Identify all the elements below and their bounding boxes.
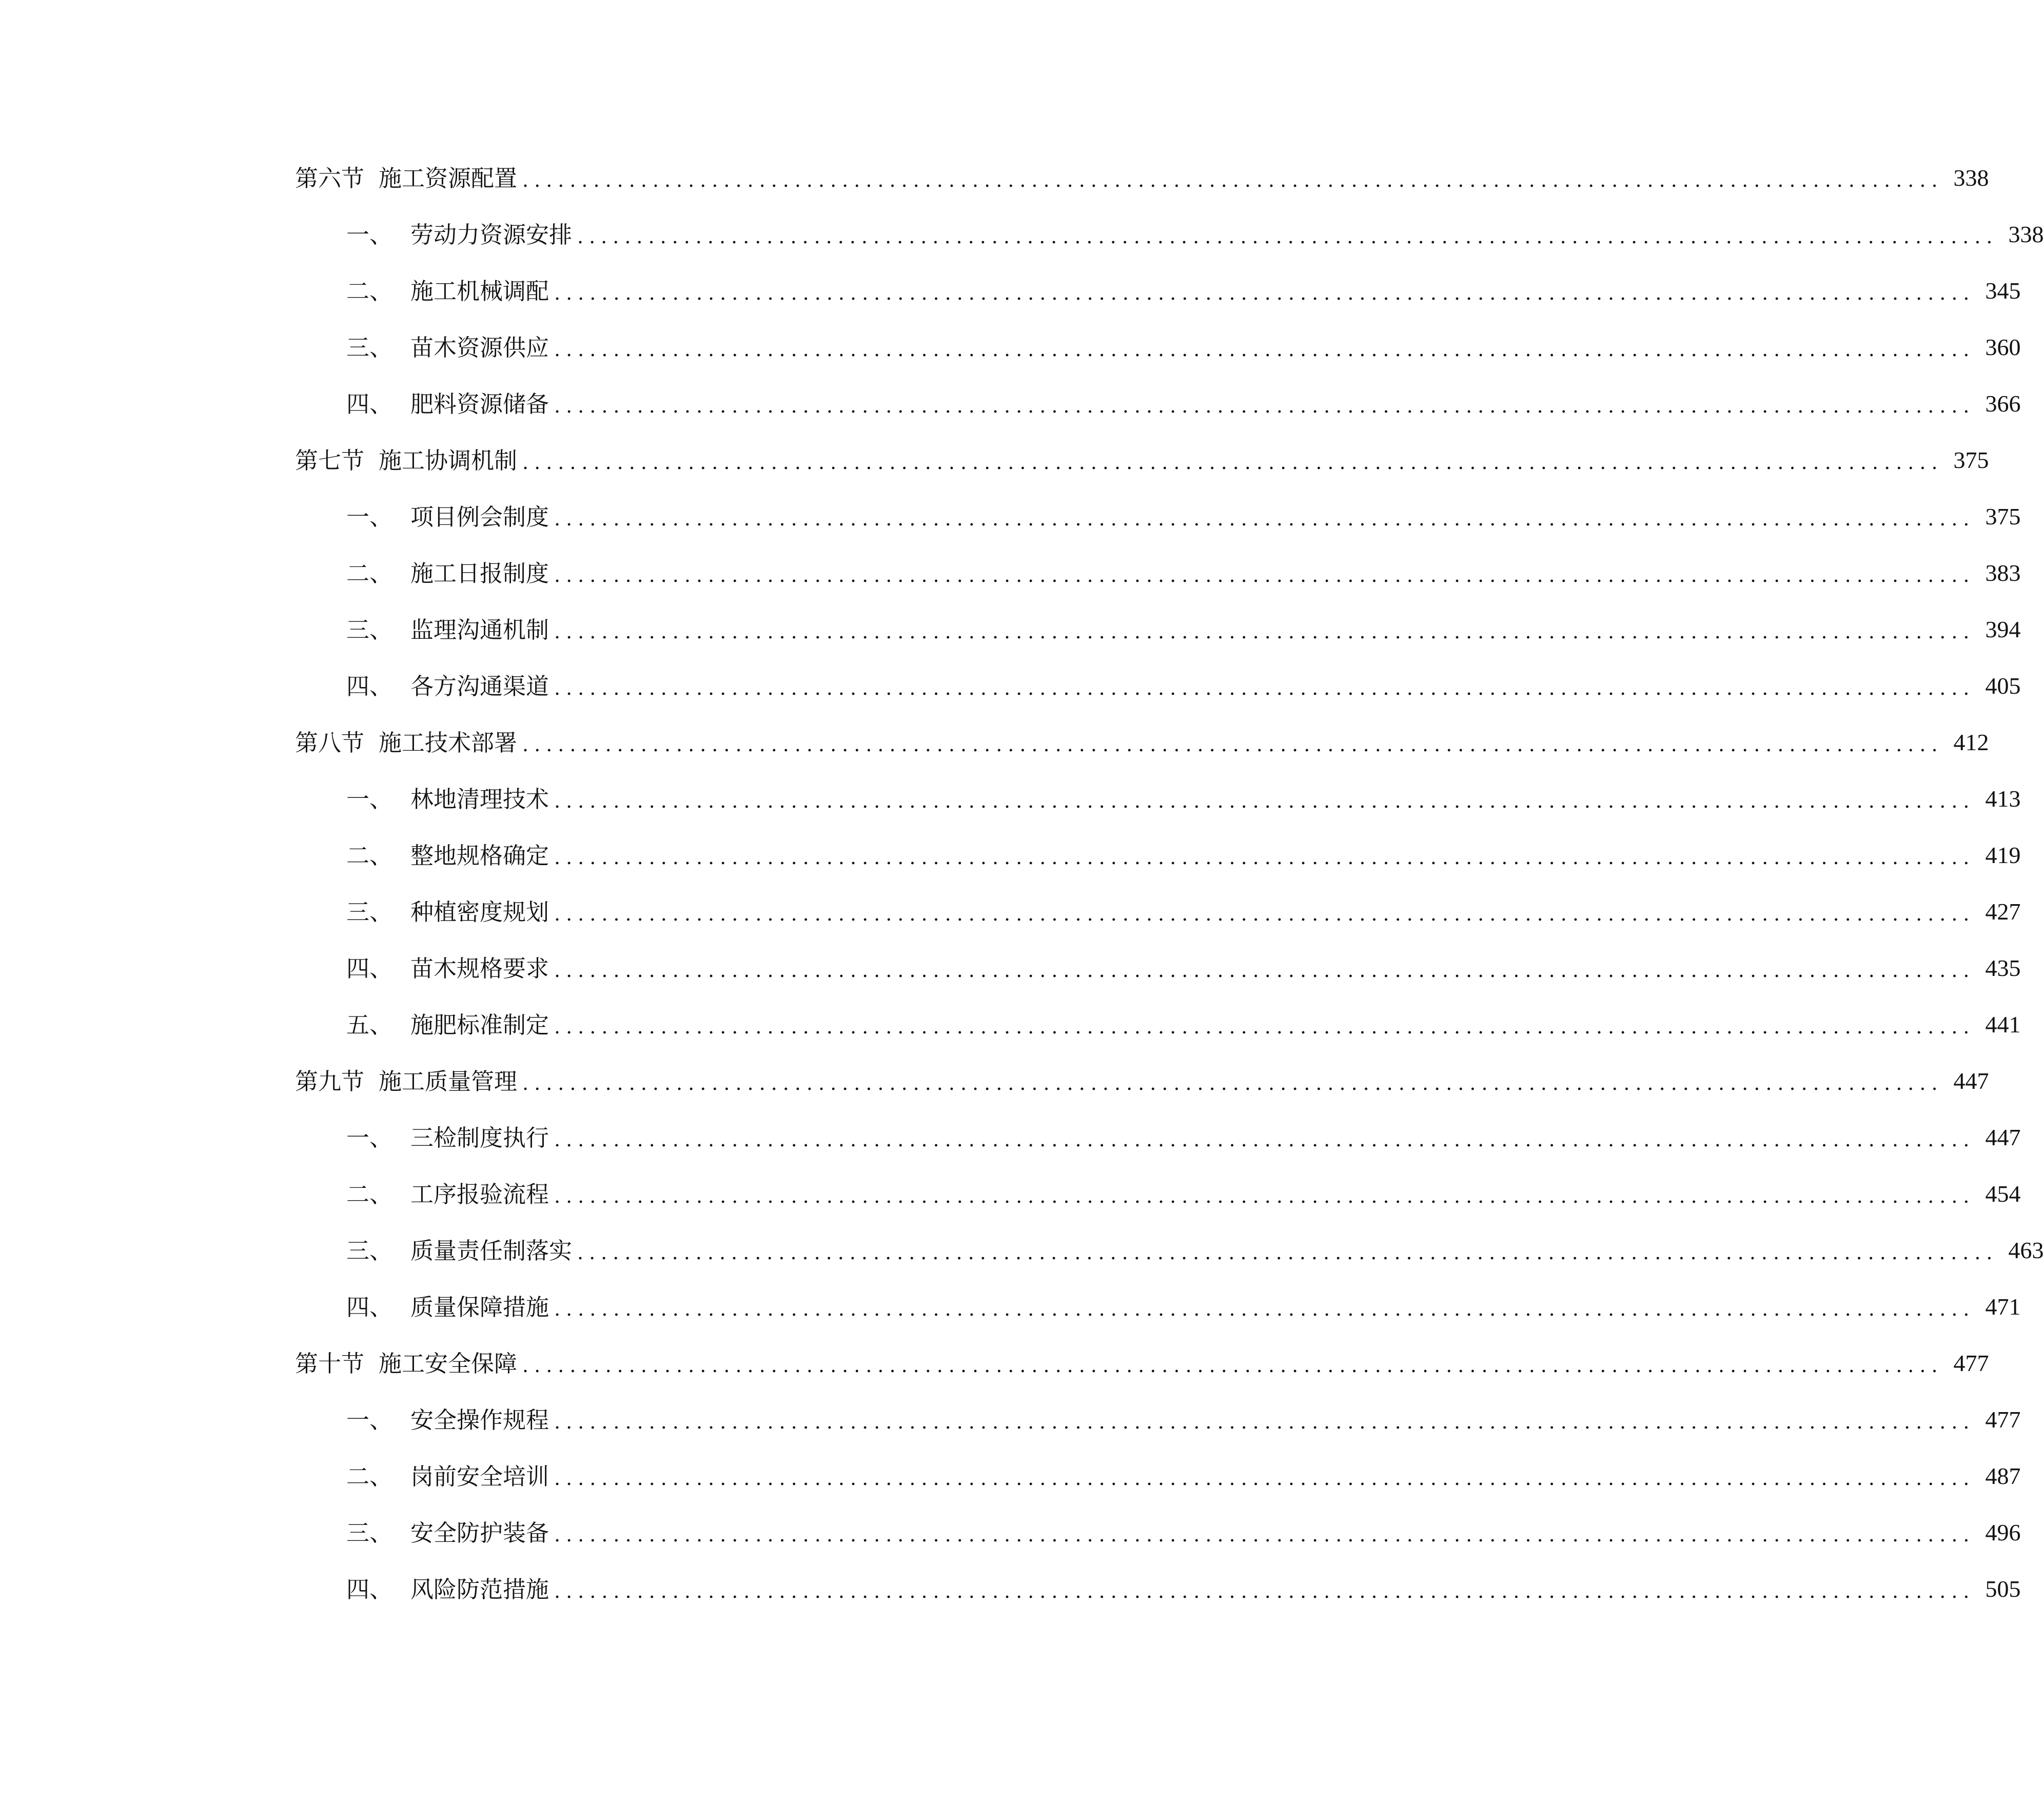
toc-entry-page-number: 405: [1985, 673, 2021, 699]
toc-entry-page-number: 338: [1953, 165, 1989, 191]
toc-entry-page-number: 413: [1985, 786, 2021, 812]
toc-entry[interactable]: [295, 658, 2021, 714]
toc-entry-title: 工序报验流程: [410, 1180, 549, 1208]
toc-dot-leader: ........................................................................................................................: [522, 169, 1943, 191]
toc-entry-label: [346, 618, 549, 641]
toc-entry-title: 安全操作规程: [410, 1406, 549, 1434]
toc-entry-title: 项目例会制度: [410, 503, 549, 531]
toc-entry[interactable]: [295, 1448, 2021, 1504]
toc-entry-prefix: 一、: [346, 785, 393, 813]
toc-entry-prefix: 三、: [346, 616, 393, 643]
toc-entry[interactable]: [295, 319, 2021, 376]
toc-entry-label: [295, 1067, 518, 1095]
toc-entry-prefix: 二、: [346, 277, 393, 305]
toc-entry-title: 种植密度规划: [410, 898, 549, 926]
toc-entry-title: 施工资源配置: [379, 164, 518, 192]
toc-dot-leader: ........................................................................................................................: [522, 733, 1943, 756]
toc-entry-page-number: 375: [1985, 503, 2021, 530]
toc-entry-label: [295, 1349, 518, 1377]
toc-entry-label: [346, 1575, 549, 1603]
toc-entry[interactable]: [295, 884, 2021, 940]
toc-dot-leader: ........................................................................................................................: [554, 1185, 1975, 1207]
toc-entry-page-number: 447: [1985, 1124, 2021, 1150]
toc-entry-prefix: 二、: [346, 842, 393, 869]
toc-dot-leader: ........................................................................................................................: [554, 1128, 1975, 1151]
toc-entry-title: 林地清理技术: [410, 785, 549, 813]
toc-entry-label: [346, 672, 549, 700]
toc-dot-leader: ........................................................................................................................: [554, 620, 1975, 643]
toc-entry-page-number: 477: [1953, 1350, 1989, 1376]
toc-entry-prefix: 一、: [346, 221, 393, 248]
toc-entry-label: [346, 223, 572, 246]
toc-entry[interactable]: [295, 206, 2044, 263]
toc-entry-page-number: 427: [1985, 898, 2021, 925]
toc-entry-prefix: 第七节: [295, 446, 365, 474]
toc-dot-leader: ........................................................................................................................: [554, 564, 1975, 586]
toc-entry-prefix: 三、: [346, 1519, 393, 1547]
toc-entry-page-number: 375: [1953, 447, 1989, 473]
toc-entry-label: [346, 898, 549, 926]
toc-entry[interactable]: [295, 771, 2021, 827]
toc-entry-page-number: 394: [1985, 616, 2021, 642]
toc-entry[interactable]: [295, 263, 2021, 319]
toc-entry-prefix: 四、: [346, 672, 393, 700]
toc-dot-leader: ........................................................................................................................: [522, 451, 1943, 474]
toc-entry-prefix: 第八节: [295, 729, 365, 756]
toc-entry[interactable]: [295, 996, 2021, 1053]
toc-entry-page-number: 454: [1985, 1181, 2021, 1207]
toc-entry-prefix: 四、: [346, 954, 393, 982]
toc-entry-title: 施工日报制度: [410, 559, 549, 587]
toc-entry-page-number: 471: [1985, 1294, 2021, 1320]
toc-entry[interactable]: [295, 150, 1989, 206]
toc-entry[interactable]: [295, 1392, 2021, 1448]
toc-entry-page-number: 463: [2008, 1237, 2044, 1263]
toc-entry[interactable]: [295, 432, 1989, 488]
toc-entry-prefix: 四、: [346, 1293, 393, 1321]
toc-dot-leader: ........................................................................................................................: [577, 1241, 1998, 1264]
toc-entry-prefix: 四、: [346, 1575, 393, 1603]
toc-entry-page-number: 383: [1985, 560, 2021, 586]
toc-entry-page-number: 419: [1985, 842, 2021, 868]
toc-entry-label: [346, 505, 549, 529]
toc-entry-label: [346, 785, 549, 813]
toc-dot-leader: ........................................................................................................................: [554, 846, 1975, 869]
toc-dot-leader: ........................................................................................................................: [554, 1411, 1975, 1433]
toc-entry-prefix: 第六节: [295, 164, 365, 192]
toc-entry-title: 劳动力资源安排: [410, 221, 573, 248]
toc-entry-page-number: 447: [1953, 1068, 1989, 1094]
toc-entry[interactable]: [295, 1335, 1989, 1392]
toc-entry[interactable]: [295, 376, 2021, 432]
toc-entry-label: [346, 1180, 549, 1208]
toc-entry[interactable]: [295, 1166, 2021, 1222]
toc-entry-label: [346, 1239, 572, 1262]
toc-entry-prefix: 一、: [346, 503, 393, 531]
toc-dot-leader: ........................................................................................................................: [554, 1523, 1975, 1546]
toc-entry-title: 肥料资源储备: [410, 390, 549, 418]
toc-entry-label: [295, 164, 518, 192]
toc-entry[interactable]: [295, 1504, 2021, 1561]
toc-entry-prefix: 五、: [346, 1011, 393, 1039]
toc-entry-prefix: 四、: [346, 390, 393, 418]
toc-entry[interactable]: [295, 601, 2021, 658]
toc-dot-leader: ........................................................................................................................: [554, 1467, 1975, 1490]
toc-entry-page-number: 338: [2008, 221, 2044, 247]
toc-entry-page-number: 505: [1985, 1576, 2021, 1602]
toc-entry-page-number: 441: [1985, 1011, 2021, 1038]
toc-entry-title: 整地规格确定: [410, 842, 549, 869]
toc-entry-title: 三检制度执行: [410, 1124, 549, 1151]
toc-entry-page-number: 435: [1985, 955, 2021, 981]
toc-dot-leader: ........................................................................................................................: [522, 1354, 1943, 1377]
toc-entry[interactable]: [295, 545, 2021, 601]
toc-dot-leader: ........................................................................................................................: [554, 507, 1975, 530]
toc-entry-prefix: 第十节: [295, 1349, 365, 1377]
toc-entry-title: 施工安全保障: [379, 1349, 518, 1377]
toc-entry-label: [346, 390, 549, 418]
toc-entry-label: [295, 446, 518, 474]
toc-entry-page-number: 366: [1985, 390, 2021, 417]
toc-dot-leader: ........................................................................................................................: [554, 790, 1975, 812]
toc-entry-label: [295, 731, 517, 754]
toc-entry-page-number: 477: [1985, 1406, 2021, 1433]
toc-entry[interactable]: [295, 1561, 2021, 1617]
table-of-contents: [295, 150, 2044, 1617]
toc-entry-prefix: 三、: [346, 334, 393, 361]
toc-entry-label: [346, 954, 549, 982]
toc-entry-label: [346, 844, 549, 867]
toc-entry-label: [346, 1293, 549, 1321]
toc-entry-title: 安全防护装备: [410, 1519, 549, 1547]
toc-entry[interactable]: [295, 827, 2021, 884]
toc-dot-leader: ........................................................................................................................: [554, 1015, 1975, 1038]
toc-entry-prefix: 三、: [346, 1237, 393, 1264]
toc-entry-page-number: 496: [1985, 1519, 2021, 1545]
toc-entry[interactable]: [295, 488, 2021, 545]
toc-entry-prefix: 二、: [346, 1462, 393, 1490]
toc-entry-label: [346, 1462, 549, 1490]
toc-entry[interactable]: [295, 1279, 2021, 1335]
toc-dot-leader: ........................................................................................................................: [554, 677, 1975, 699]
toc-dot-leader: ........................................................................................................................: [522, 1072, 1943, 1094]
toc-entry-label: [346, 336, 549, 359]
toc-entry-page-number: 360: [1985, 334, 2021, 360]
toc-entry[interactable]: [295, 1222, 2044, 1279]
toc-entry[interactable]: [295, 940, 2021, 996]
toc-entry-title: 质量责任制落实: [410, 1237, 573, 1264]
toc-entry-page-number: 412: [1953, 729, 1989, 755]
toc-entry-label: [346, 1408, 549, 1432]
toc-dot-leader: ........................................................................................................................: [554, 1580, 1975, 1602]
toc-entry[interactable]: [295, 1109, 2021, 1166]
toc-entry-prefix: 第九节: [295, 1067, 365, 1095]
toc-entry-label: [346, 1011, 549, 1039]
toc-entry-prefix: 三、: [346, 898, 393, 926]
toc-entry-title: 施工协调机制: [379, 446, 518, 474]
toc-entry-title: 各方沟通渠道: [410, 672, 549, 700]
toc-entry-title: 施工技术部署: [379, 729, 518, 756]
toc-entry-title: 苗木规格要求: [410, 954, 549, 982]
toc-entry-title: 监理沟通机制: [410, 616, 549, 643]
toc-entry[interactable]: [295, 714, 1989, 771]
toc-entry-title: 风险防范措施: [410, 1575, 549, 1603]
toc-dot-leader: ........................................................................................................................: [554, 282, 1975, 304]
toc-entry-prefix: 二、: [346, 559, 393, 587]
toc-entry-label: [346, 277, 549, 305]
toc-entry-page-number: 345: [1985, 278, 2021, 304]
toc-entry-title: 施工机械调配: [410, 277, 549, 305]
toc-entry-prefix: 一、: [346, 1124, 393, 1151]
toc-entry-page-number: 487: [1985, 1463, 2021, 1489]
toc-entry-title: 岗前安全培训: [410, 1462, 549, 1490]
toc-entry-label: [346, 559, 549, 587]
toc-dot-leader: ........................................................................................................................: [554, 903, 1975, 925]
toc-entry-label: [346, 1126, 549, 1149]
toc-dot-leader: ........................................................................................................................: [554, 1298, 1975, 1320]
toc-dot-leader: ........................................................................................................................: [577, 225, 1998, 248]
toc-entry-prefix: 一、: [346, 1406, 393, 1434]
toc-entry-title: 苗木资源供应: [410, 334, 549, 361]
toc-entry-title: 质量保障措施: [410, 1293, 549, 1321]
toc-entry-label: [346, 1519, 549, 1547]
toc-entry[interactable]: [295, 1053, 1989, 1109]
toc-dot-leader: ........................................................................................................................: [554, 959, 1975, 982]
toc-dot-leader: ........................................................................................................................: [554, 395, 1975, 417]
toc-entry-title: 施工质量管理: [379, 1067, 518, 1095]
toc-dot-leader: ........................................................................................................................: [554, 338, 1975, 361]
toc-entry-prefix: 二、: [346, 1180, 393, 1208]
toc-entry-title: 施肥标准制定: [410, 1011, 549, 1039]
